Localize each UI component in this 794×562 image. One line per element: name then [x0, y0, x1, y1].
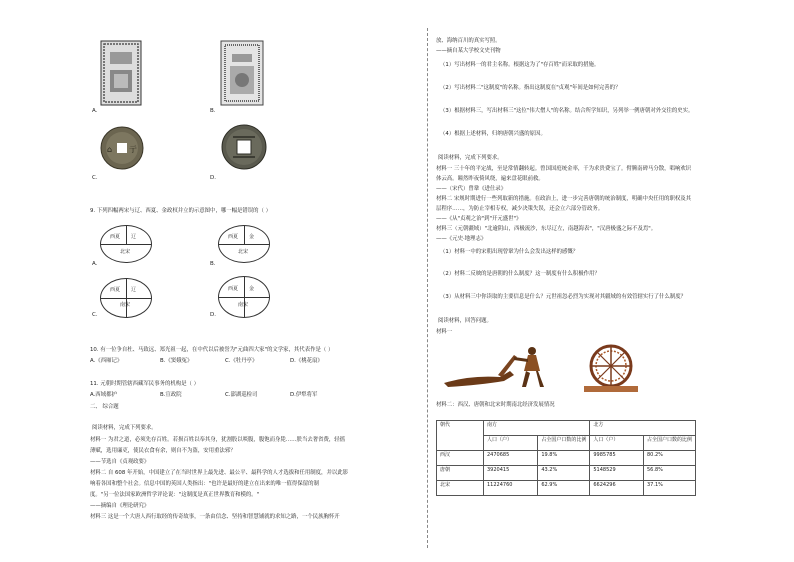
population-table [436, 420, 696, 496]
q10-option-b: B.《窦娥冤》 [160, 358, 193, 364]
q8-option-d-label: D. [210, 175, 216, 181]
q9-b-top-left: 西夏 [228, 234, 239, 240]
q9-d-top-right: 金 [249, 286, 255, 292]
q11-stem: 11. 元朝时期管辖西藏军民事务的机构是（ ） [90, 381, 200, 387]
table-cell: 6624296 [590, 481, 644, 496]
q9-diagram-d [218, 276, 270, 318]
column-divider [427, 28, 428, 548]
q9-c-top-left: 西夏 [110, 287, 121, 293]
q10-stem: 10. 有一位争自杜、马致远、郑光祖一起，在中代以后被誉为"元曲四大家"的文学家，其代表作是（ ） [90, 347, 334, 353]
q12-line-6: 度。"另一位法国家欧洲哲学评论说："这制度是真正世界教育和模的。" [90, 492, 260, 498]
table-header-north-pop: 人口（户） [590, 436, 644, 451]
table-cell: 唐朝 [437, 466, 484, 481]
q9-option-d-label: D. [210, 312, 216, 318]
q12-subq-2: （2）写出材料二"这制度"的名称。指出这制度在"贞观"年间是如何完善的？ [440, 85, 621, 91]
q12-subq-4: （4）根据上述材料，归纳唐朝兴盛的原因。 [440, 131, 546, 137]
q12-line-8: 材料三 这是一个大唐人西行取经的传奇故事，一条由信念、坚持和智慧铺就的求知之路，一个民族胸怀开 [90, 514, 340, 520]
plow-illustration [440, 345, 560, 391]
q13-line-2: 体云高。瞳然昨夜倚风绕，遍来盘花眼前救。 [436, 176, 544, 182]
table-header-dynasty: 朝代 [437, 421, 484, 451]
q9-option-a-label: A. [92, 261, 98, 267]
q13-line-4: 材料二 宋规时期进行一些列取新的措施。在政治上，进一步完善唐朝的统治制度，明确中央任用的职权及其 [436, 196, 692, 202]
q11-option-b: B.宣政院 [160, 392, 182, 398]
table-cell: 3920415 [484, 466, 538, 481]
q12-subq-3: （3）根据材料三，写出材料三"这位"伟大僧人"的名称。结合所学知识，另列举一例唐朝对外交往的史实。 [440, 108, 694, 114]
q12-intro: 阅读材料，完成下列要求。 [92, 425, 157, 431]
table-cell: 11224760 [484, 481, 538, 496]
q9-b-bottom: 北宋 [238, 249, 249, 255]
q13-line-7: 材料三（元朝疆域）"北逾阴山，西极流沙，东尽辽左，南越海表"，"汉唐极盛之际不及焉"。 [436, 226, 657, 232]
table-cell: 北宋 [437, 481, 484, 496]
q9-b-top-right: 金 [249, 234, 255, 240]
table-cell: 43.2% [538, 466, 590, 481]
table-header-south: 南方 [484, 421, 590, 436]
table-header-south-ratio: 占全国户口数的比例 [538, 436, 590, 451]
q9-a-bottom: 北宋 [120, 249, 131, 255]
q9-a-top-left: 西夏 [110, 234, 121, 240]
table-cell: 9985785 [590, 451, 644, 466]
q11-option-c: C.澎湖巡检司 [225, 392, 258, 398]
q11-option-d: D.伊犁将军 [290, 392, 318, 398]
q8-option-b-label: B. [210, 108, 216, 114]
svg-text:⌂: ⌂ [107, 145, 113, 154]
q12-line-2: 薄赋，选用廉吏，使民衣食有余，则自不为盗，安用重法邪？ [90, 448, 236, 454]
q9-diagram-b [218, 225, 270, 263]
q13-line-6: ——《从"贞观之治"到"开元盛世"》 [436, 216, 522, 222]
q14-intro: 阅读材料，回答问题。 [438, 318, 492, 324]
table-cell: 5148529 [590, 466, 644, 481]
q10-option-c: C.《牡丹亭》 [225, 358, 258, 364]
q12-line-7: ——摘编自《理论研究》 [90, 503, 150, 509]
table-cell: 2470685 [484, 451, 538, 466]
q9-d-top-left: 西夏 [228, 286, 239, 292]
table-row [437, 451, 696, 466]
paper-money-image-b [220, 40, 264, 106]
q9-d-bottom: 南宋 [238, 302, 249, 308]
table-cell: 37.1% [644, 481, 696, 496]
q13-subq-2: （2）材料二反映的是唐朝的什么制度？这一制度有什么积极作用？ [440, 271, 600, 277]
table-header-north: 北方 [590, 421, 696, 436]
q14-material-2-label: 材料二：西汉、唐朝和北宋时期南北经济发展情况 [436, 402, 555, 408]
table-cell: 56.8% [644, 466, 696, 481]
q9-diagram-a [100, 225, 152, 263]
q9-option-b-label: B. [210, 261, 216, 267]
q9-diagram-c [100, 278, 152, 318]
q12-line-4: 材料二 自 608 年开始，中国建立了在当时世界上最先进、最公平、最科学的人才选拔和任用制度，并以此影 [90, 470, 349, 476]
q10-option-a: A.《西厢记》 [90, 358, 123, 364]
section-heading: 二、 综合题 [90, 404, 119, 410]
q14-material-1-label: 材料一 [436, 329, 453, 335]
table-cell: 62.9% [538, 481, 590, 496]
table-header-south-pop: 人口（户） [484, 436, 538, 451]
q10-option-d: D.《桃花扇》 [290, 358, 323, 364]
table-cell: 西汉 [437, 451, 484, 466]
q12-line-3: ——节选自《贞观政要》 [90, 459, 150, 465]
coin-image-d [220, 123, 268, 171]
coin-image-c [99, 125, 145, 171]
q13-line-1: 材料一 三十年的平定战，至是常情翻转起。曾国国庭统金率，千为求贵费宝了。臂腾南碑马分散，唱响欢识 [436, 166, 692, 172]
q13-line-5: 层程序……，为防止宰相专权，减少决策失误，还会立六部分管政务。 [436, 206, 604, 212]
q13-line-8: ——《元史·地理志》 [436, 236, 487, 242]
table-row [437, 466, 696, 481]
q12-subq-1: （1）写出材料一的君主名称。根据这为了"存百姓"而采取的措施。 [440, 62, 600, 68]
q13-subq-3: （3）从材料三中你读取的主要信息是什么？元世祖忽必烈为实现对其疆域的有效管辖实行了什么制度？ [440, 294, 687, 300]
q13-intro: 阅读材料，完成下列要求。 [438, 155, 503, 161]
water-wheel-illustration [580, 342, 642, 394]
table-header-row-1 [437, 421, 696, 436]
paper-money-image-a [100, 40, 142, 106]
q8-option-c-label: C. [92, 175, 98, 181]
q9-stem: 9. 下列四幅两宋与辽、西夏、金政权并立的示意图中，哪一幅是错误的（ ） [90, 208, 272, 214]
q8-option-a-label: A. [92, 108, 98, 114]
table-header-north-ratio: 占全国户口数的比例 [644, 436, 696, 451]
q9-c-bottom: 南宋 [120, 302, 131, 308]
q9-option-c-label: C. [92, 312, 98, 318]
q12-line-1: 材料一 为君之道，必须先存百姓。若损百姓以奉其身，犹割股以啖腹，腹饱而身毙……朕当去奢省费，轻徭 [90, 437, 346, 443]
q13-subq-1: （1）材料一中的宋朝出现曾鞏为什么会发出这样的感慨？ [440, 249, 579, 255]
q11-option-a: A.西域都护 [90, 392, 117, 398]
svg-text:亍: 亍 [129, 145, 137, 154]
table-cell: 80.2% [644, 451, 696, 466]
q12-line-5: 响着各国和整个社会。信息中国的英国人类指出："也许是最好的建立在出来的唯一值得保留的制 [90, 481, 319, 487]
table-cell: 19.8% [538, 451, 590, 466]
table-row [437, 481, 696, 496]
q13-line-3: ——（宋代）曾鞏《进仕录》 [436, 186, 507, 192]
q9-a-top-right: 辽 [131, 234, 137, 240]
q12-cont-line-1: 放、海纳百川的真实写照。 [436, 38, 501, 44]
q12-cont-line-2: ——摘自某大学校文史刊物 [436, 48, 501, 54]
q9-c-top-right: 辽 [131, 287, 137, 293]
